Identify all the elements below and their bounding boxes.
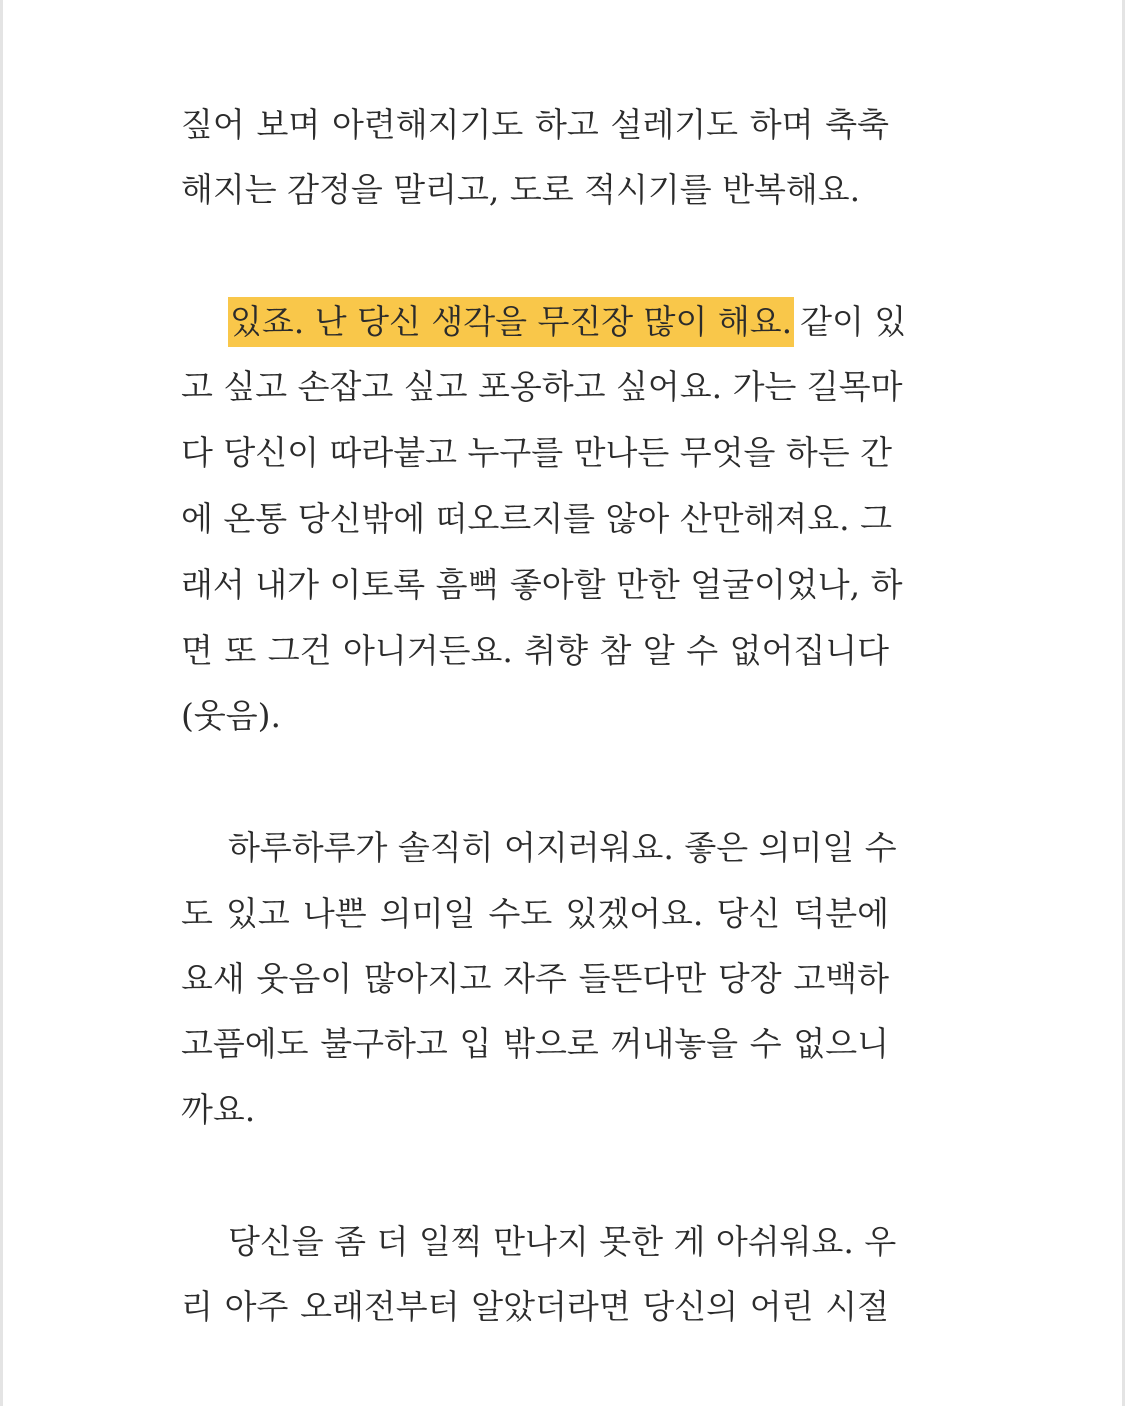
text-line — [228, 297, 907, 347]
text-line: 고 싶고 손잡고 싶고 포옹하고 싶어요. 가는 길목마 — [181, 367, 903, 406]
text-line: 에 온통 당신밖에 떠오르지를 않아 산만해져요. 그 — [181, 499, 892, 538]
text-line: 도 있고 나쁜 의미일 수도 있겠어요. 당신 덕분에 — [181, 894, 889, 933]
text-line: 하루하루가 솔직히 어지러워요. 좋은 의미일 수 — [228, 828, 897, 867]
text-line: (웃음). — [181, 696, 281, 735]
text-line: 짚어 보며 아련해지기도 하고 설레기도 하며 축축 — [181, 105, 889, 144]
text-line: 면 또 그건 아니거든요. 취향 참 알 수 없어집니다 — [181, 631, 889, 670]
text-line: 요새 웃음이 많아지고 자주 들뜬다만 당장 고백하 — [181, 959, 889, 998]
text-line: 래서 내가 이토록 흠뻑 좋아할 만한 얼굴이었나, 하 — [181, 565, 903, 604]
page-left-edge — [0, 0, 3, 1406]
text-line: 고픔에도 불구하고 입 밖으로 꺼내놓을 수 없으니 — [181, 1024, 889, 1063]
text-fragment: 같이 있 — [800, 302, 907, 341]
text-line: 다 당신이 따라붙고 누구를 만나든 무엇을 하든 간 — [181, 433, 892, 472]
text-line: 리 아주 오래전부터 알았더라면 당신의 어린 시절 — [181, 1287, 889, 1326]
text-line: 당신을 좀 더 일찍 만나지 못한 게 아쉬워요. 우 — [228, 1222, 897, 1261]
text-line: 해지는 감정을 말리고, 도로 적시기를 반복해요. — [181, 170, 861, 209]
text-line: 까요. — [181, 1090, 256, 1129]
highlighted-text[interactable]: 있죠. 난 당신 생각을 무진장 많이 해요. — [228, 297, 794, 347]
